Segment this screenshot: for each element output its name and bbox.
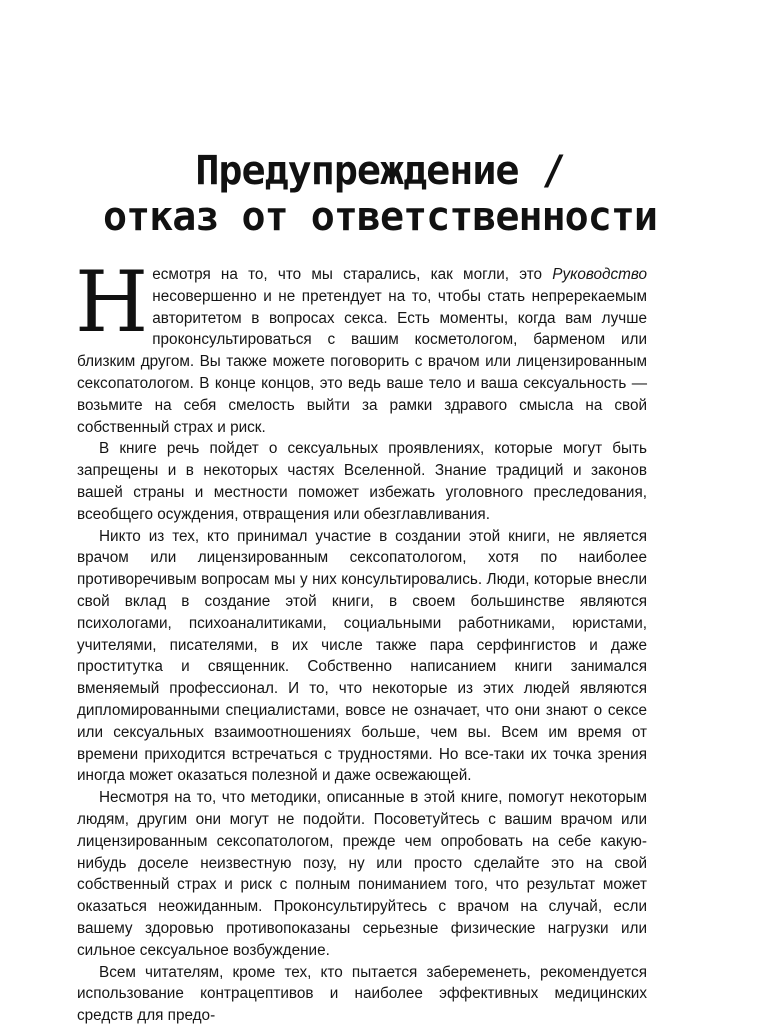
paragraph-5: Всем читателям, кроме тех, кто пытается забеременеть, рекомендуется использование контрацептивов и наиболее эффективных медицинских средств для предо- [77,963,647,1025]
paragraph-4: Несмотря на то, что методики, описанные в этой книге, помогут некоторым людям, другим они могут не подойти. Посоветуйтесь с вашим врачом или лицензированным сексопатологом, прежде чем опробовать на себе какую-нибудь доселе неизвестную позу, ну или просто сделайте это на свой собственный страх и риск с полным пониманием того, что результат может оказаться неожиданным. Проконсультируйтесь с врачом на случай, если вашему здоровью противопоказаны серьезные физические нагрузки или сильное сексуальное возбуждение. [77,789,647,959]
paragraph-2: В книге речь пойдет о сексуальных проявлениях, которые могут быть запрещены и в некоторых частях Вселенной. Знание традиций и законов вашей страны и местности поможет избежать уголовного преследования, всеобщего осуждения, отвращения или обезглавливания. [77,440,647,523]
paragraph-3: Никто из тех, кто принимал участие в создании этой книги, не является врачом или лицензированным сексопатологом, хотя по наиболее противоречивым вопросам мы у них консультировались. Люди, которые внесли свой вклад в создание этой книги, в своем большинстве являются психологами, психоаналитиками, социальными работниками, юристами, учителями, писателями, в их числе также пара серфингистов и даже проститутка и священник. Собственно написанием книги занимался вменяемый профессионал. И то, что некоторые из этих людей являются дипломированными специалистами, вовсе не означает, что они знают о сексе или сексуальных взаимоотношениях больше, чем вы. Всем им время от времени приходится встречаться с трудностями. Но все-таки их точка зрения иногда может оказаться полезной и даже освежающей. [77,527,647,785]
paragraph-1 [75,253,647,438]
page-title-line-1: Предупреждение / [195,148,565,194]
page-title [60,148,700,240]
page-title-line-2: отказ от ответственности [103,194,657,240]
body-text [75,253,647,1027]
paragraph-1-text-start: есмотря на то, что мы старались, как могли, это [152,266,553,283]
paragraph-1-text-end: несовершенно и не претендует на то, чтобы стать непререкаемым авторитетом в вопросах секса. Есть моменты, когда вам лучше проконсультироваться с вашим косметологом, барменом или близким другом. Вы также можете поговорить с врачом или лицензированным сексопатологом. В конце концов, это ведь ваше тело и ваша сексуальность — возьмите на себя смелость выйти за рамки здравого смысла на свой собственный страх и риск. [77,287,647,436]
drop-cap: Н [75,253,149,351]
book-title-italic: Руководство [552,266,647,283]
